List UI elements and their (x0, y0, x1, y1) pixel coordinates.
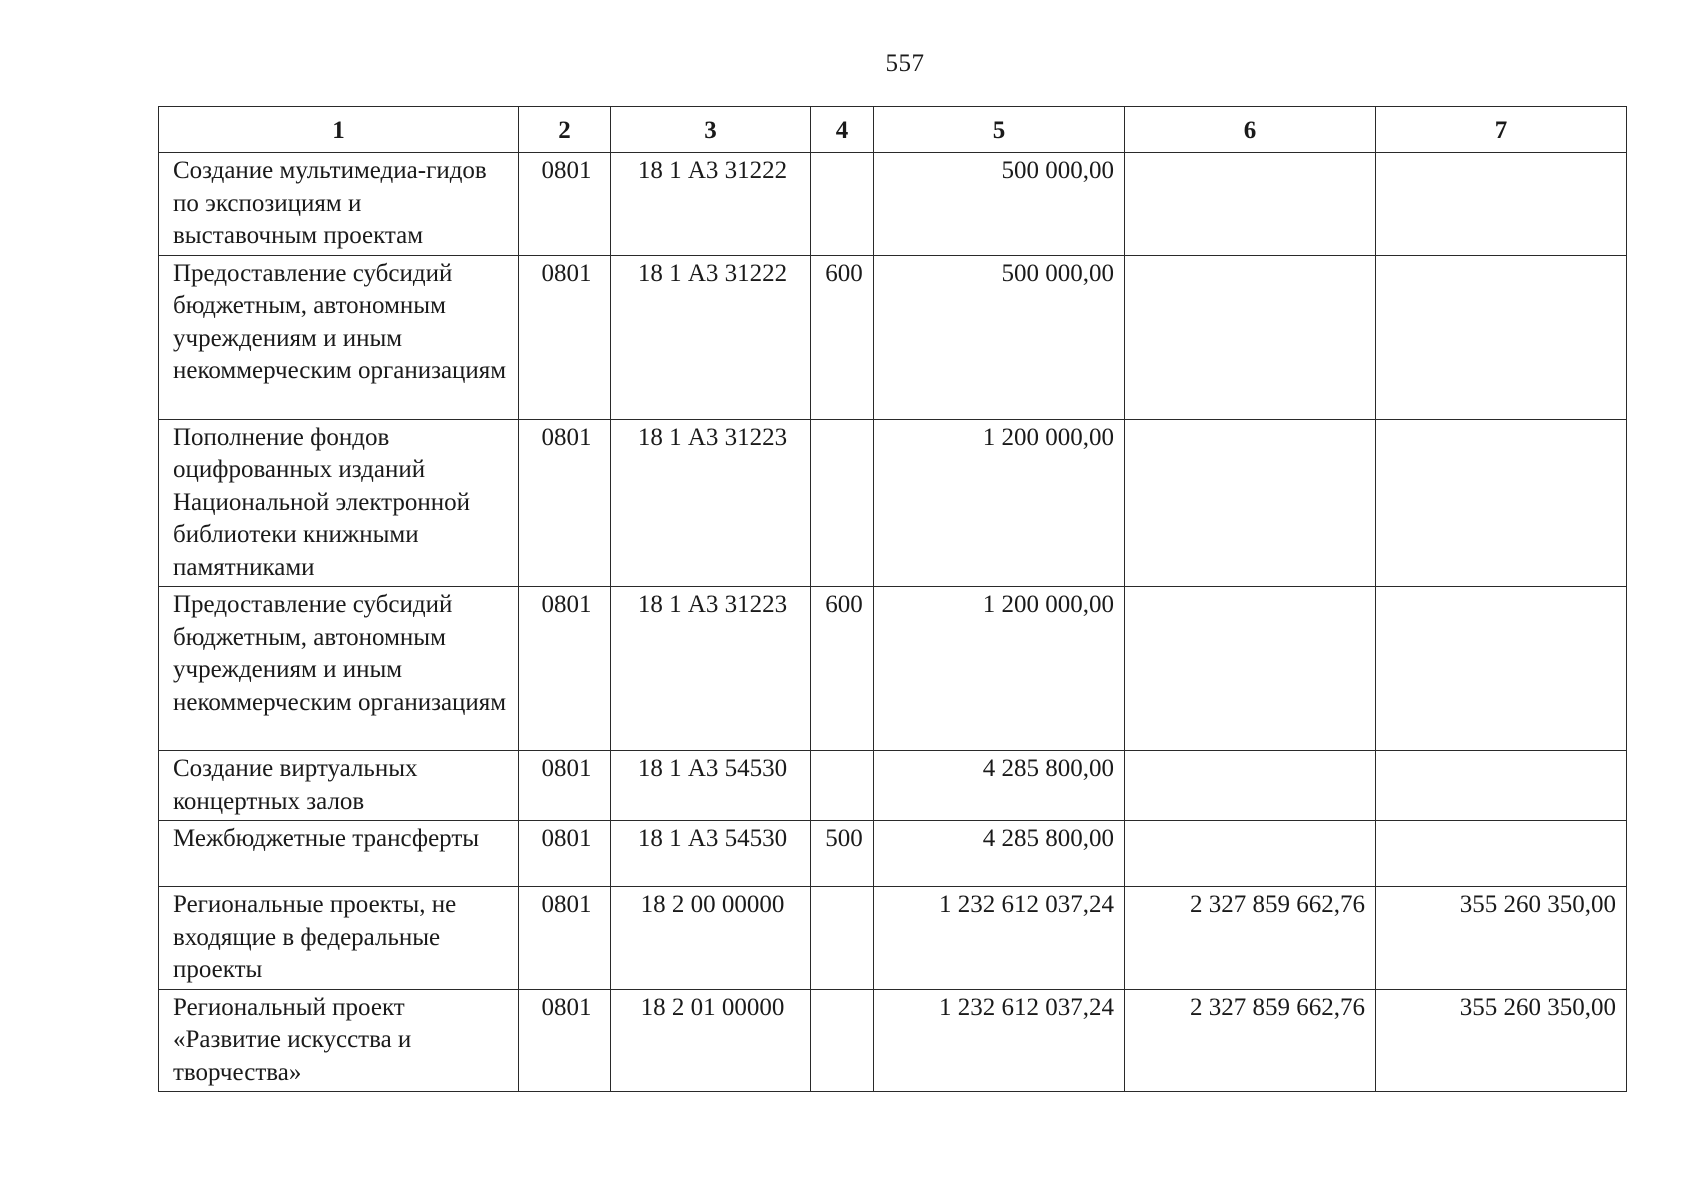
table-row (159, 751, 1627, 821)
page-number: 557 (885, 50, 925, 77)
row-section: 0801 (519, 989, 611, 1092)
row-col6 (1125, 821, 1376, 887)
row-code: 18 2 01 00000 (611, 989, 811, 1092)
row-col6: 2 327 859 662,76 (1125, 989, 1376, 1092)
row-code: 18 1 А3 31222 (611, 255, 811, 419)
row-name: Межбюджетные трансферты (159, 821, 519, 887)
row-col5: 1 200 000,00 (874, 419, 1125, 587)
row-type: 600 (811, 255, 874, 419)
row-col7 (1376, 751, 1627, 821)
row-col5: 1 232 612 037,24 (874, 887, 1125, 990)
row-section: 0801 (519, 751, 611, 821)
row-type: 600 (811, 587, 874, 751)
row-name: Пополнение фондов оцифрованных изданий Национальной электронной библиотеки книжными памятниками (159, 419, 519, 587)
row-type (811, 419, 874, 587)
table-row (159, 989, 1627, 1092)
table-row (159, 821, 1627, 887)
column-header-1: 1 (159, 107, 519, 153)
row-name: Создание виртуальных концертных залов (159, 751, 519, 821)
column-header-2: 2 (519, 107, 611, 153)
row-col7 (1376, 419, 1627, 587)
row-name: Предоставление субсидий бюджетным, автономным учреждениям и иным некоммерческим организациям (159, 255, 519, 419)
row-section: 0801 (519, 587, 611, 751)
row-col6: 2 327 859 662,76 (1125, 887, 1376, 990)
column-header-6: 6 (1125, 107, 1376, 153)
header-row (159, 107, 1627, 153)
row-col7: 355 260 350,00 (1376, 887, 1627, 990)
table-row (159, 887, 1627, 990)
row-col5: 4 285 800,00 (874, 751, 1125, 821)
column-header-7: 7 (1376, 107, 1627, 153)
row-name: Создание мультимедиа-гидов по экспозициям и выставочным проектам (159, 153, 519, 256)
row-code: 18 2 00 00000 (611, 887, 811, 990)
column-header-3: 3 (611, 107, 811, 153)
table-row (159, 255, 1627, 419)
row-section: 0801 (519, 887, 611, 990)
row-code: 18 1 А3 54530 (611, 821, 811, 887)
row-type (811, 989, 874, 1092)
row-col6 (1125, 587, 1376, 751)
row-name: Региональные проекты, не входящие в федеральные проекты (159, 887, 519, 990)
row-section: 0801 (519, 255, 611, 419)
row-section: 0801 (519, 419, 611, 587)
row-type (811, 153, 874, 256)
row-col7 (1376, 153, 1627, 256)
row-col6 (1125, 153, 1376, 256)
row-col6 (1125, 419, 1376, 587)
row-section: 0801 (519, 821, 611, 887)
row-col7 (1376, 255, 1627, 419)
row-col5: 1 232 612 037,24 (874, 989, 1125, 1092)
row-section: 0801 (519, 153, 611, 256)
row-code: 18 1 А3 31223 (611, 587, 811, 751)
row-code: 18 1 А3 31223 (611, 419, 811, 587)
row-col5: 500 000,00 (874, 255, 1125, 419)
column-header-5: 5 (874, 107, 1125, 153)
row-col7 (1376, 587, 1627, 751)
row-col7 (1376, 821, 1627, 887)
table-row (159, 153, 1627, 256)
column-header-4: 4 (811, 107, 874, 153)
table-row (159, 587, 1627, 751)
row-type (811, 887, 874, 990)
row-col5: 1 200 000,00 (874, 587, 1125, 751)
row-type: 500 (811, 821, 874, 887)
row-code: 18 1 А3 54530 (611, 751, 811, 821)
row-type (811, 751, 874, 821)
row-col5: 4 285 800,00 (874, 821, 1125, 887)
row-col6 (1125, 751, 1376, 821)
row-name: Региональный проект «Развитие искусства и творчества» (159, 989, 519, 1092)
row-code: 18 1 А3 31222 (611, 153, 811, 256)
budget-table (158, 106, 1627, 1092)
row-col6 (1125, 255, 1376, 419)
row-col7: 355 260 350,00 (1376, 989, 1627, 1092)
row-col5: 500 000,00 (874, 153, 1125, 256)
table-row (159, 419, 1627, 587)
row-name: Предоставление субсидий бюджетным, автономным учреждениям и иным некоммерческим организациям (159, 587, 519, 751)
